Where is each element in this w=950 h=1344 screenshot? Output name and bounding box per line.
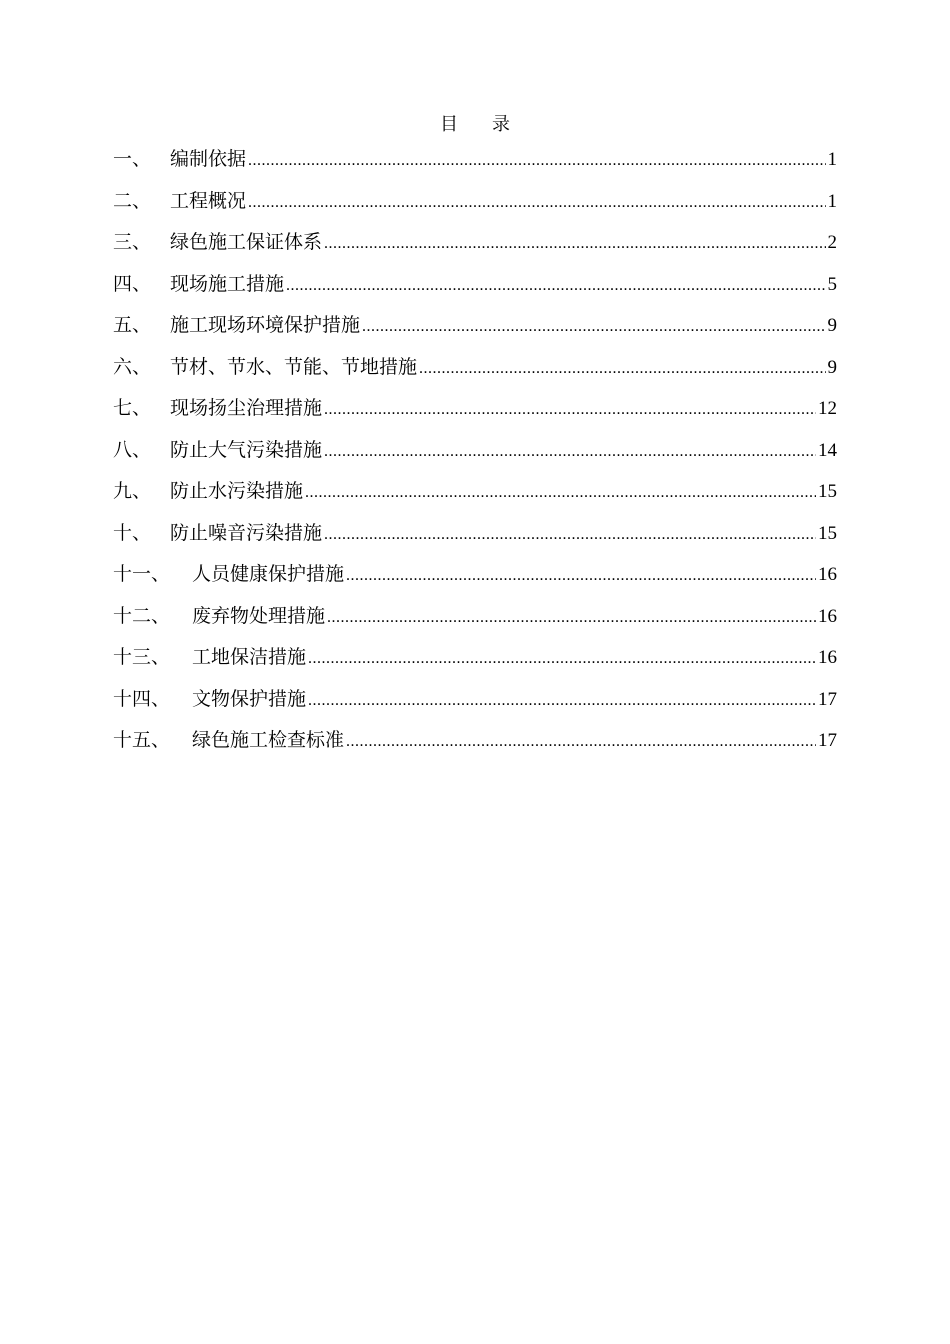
toc-entry-text: 文物保护措施	[192, 687, 307, 710]
toc-entry-text: 现场施工措施	[170, 272, 285, 295]
toc-entry-page: 17	[818, 730, 837, 751]
toc-entry[interactable]	[113, 603, 837, 645]
toc-entry[interactable]	[113, 520, 837, 562]
toc-entry-number: 四、	[113, 272, 152, 295]
toc-leader-dots	[248, 190, 825, 216]
toc-entry[interactable]	[113, 437, 837, 479]
toc-entry[interactable]	[113, 229, 837, 271]
toc-leader-dots	[362, 314, 825, 340]
toc-leader-dots	[324, 522, 816, 548]
toc-entry-text: 防止大气污染措施	[170, 438, 323, 461]
toc-title	[0, 113, 950, 137]
toc-entry-number: 十三、	[113, 646, 171, 668]
toc-entry-page: 14	[818, 439, 837, 461]
toc-entry[interactable]	[113, 561, 837, 603]
toc-entry-page: 12	[818, 398, 837, 419]
toc-entry[interactable]	[113, 395, 837, 437]
toc-entry-number: 一、	[113, 148, 152, 170]
toc-leader-dots	[327, 605, 816, 631]
toc-title-right: 录	[492, 114, 510, 135]
toc-entry-number: 十一、	[113, 563, 171, 585]
toc-entry[interactable]	[113, 686, 837, 728]
toc-entry[interactable]	[113, 727, 837, 769]
toc-entry-page: 9	[827, 356, 837, 378]
toc-entry-page: 16	[818, 647, 837, 668]
toc-entry-text: 工程概况	[170, 189, 247, 212]
toc-title-left: 目	[440, 114, 458, 135]
toc-entry-number: 三、	[113, 231, 152, 253]
toc-leader-dots	[324, 231, 825, 257]
toc-entry-page: 1	[827, 190, 837, 212]
toc-entry-text: 防止水污染措施	[170, 480, 304, 502]
toc-entry-text: 防止噪音污染措施	[170, 521, 323, 544]
toc-leader-dots	[346, 563, 816, 589]
toc-entry-page: 5	[827, 273, 837, 295]
toc-entry-text: 编制依据	[170, 148, 247, 170]
toc-entry-text: 废弃物处理措施	[192, 604, 326, 627]
toc-entry-page: 17	[818, 688, 837, 710]
toc-entry-number: 十二、	[113, 604, 171, 627]
toc-entry-text: 节材、节水、节能、节地措施	[170, 355, 418, 378]
toc-entry[interactable]	[113, 644, 837, 686]
toc-entry-text: 工地保洁措施	[192, 646, 307, 668]
toc-entry[interactable]	[113, 354, 837, 396]
toc-leader-dots	[419, 356, 825, 382]
toc-leader-dots	[286, 273, 825, 299]
toc-entry-page: 9	[827, 315, 837, 336]
toc-entry-text: 绿色施工检查标准	[192, 729, 345, 751]
toc-entry-number: 六、	[113, 355, 152, 378]
toc-entry-number: 二、	[113, 189, 152, 212]
toc-entry-number: 五、	[113, 314, 152, 336]
toc-entry-number: 八、	[113, 438, 152, 461]
toc-entry[interactable]	[113, 478, 837, 520]
toc-entry-page: 15	[818, 522, 837, 544]
toc-leader-dots	[305, 480, 816, 506]
toc-entry-number: 十、	[113, 521, 152, 544]
toc-leader-dots	[324, 439, 816, 465]
toc-leader-dots	[346, 729, 816, 755]
toc-leader-dots	[308, 688, 816, 714]
toc-entry-text: 绿色施工保证体系	[170, 231, 323, 253]
toc-list	[113, 146, 837, 769]
toc-entry-page: 2	[827, 232, 837, 253]
toc-entry-page: 15	[818, 481, 837, 502]
toc-entry[interactable]	[113, 188, 837, 230]
toc-entry-number: 七、	[113, 397, 152, 419]
toc-entry-number: 九、	[113, 480, 152, 502]
toc-entry-text: 现场扬尘治理措施	[170, 397, 323, 419]
toc-entry-text: 施工现场环境保护措施	[170, 314, 361, 336]
toc-entry-number: 十五、	[113, 729, 171, 751]
toc-entry-number: 十四、	[113, 687, 171, 710]
toc-leader-dots	[324, 397, 816, 423]
toc-entry-page: 1	[827, 149, 837, 170]
toc-entry-page: 16	[818, 564, 837, 585]
toc-entry[interactable]	[113, 271, 837, 313]
toc-entry-text: 人员健康保护措施	[192, 563, 345, 585]
toc-entry-page: 16	[818, 605, 837, 627]
toc-leader-dots	[248, 148, 825, 174]
toc-leader-dots	[308, 646, 816, 672]
toc-entry[interactable]	[113, 146, 837, 188]
toc-entry[interactable]	[113, 312, 837, 354]
